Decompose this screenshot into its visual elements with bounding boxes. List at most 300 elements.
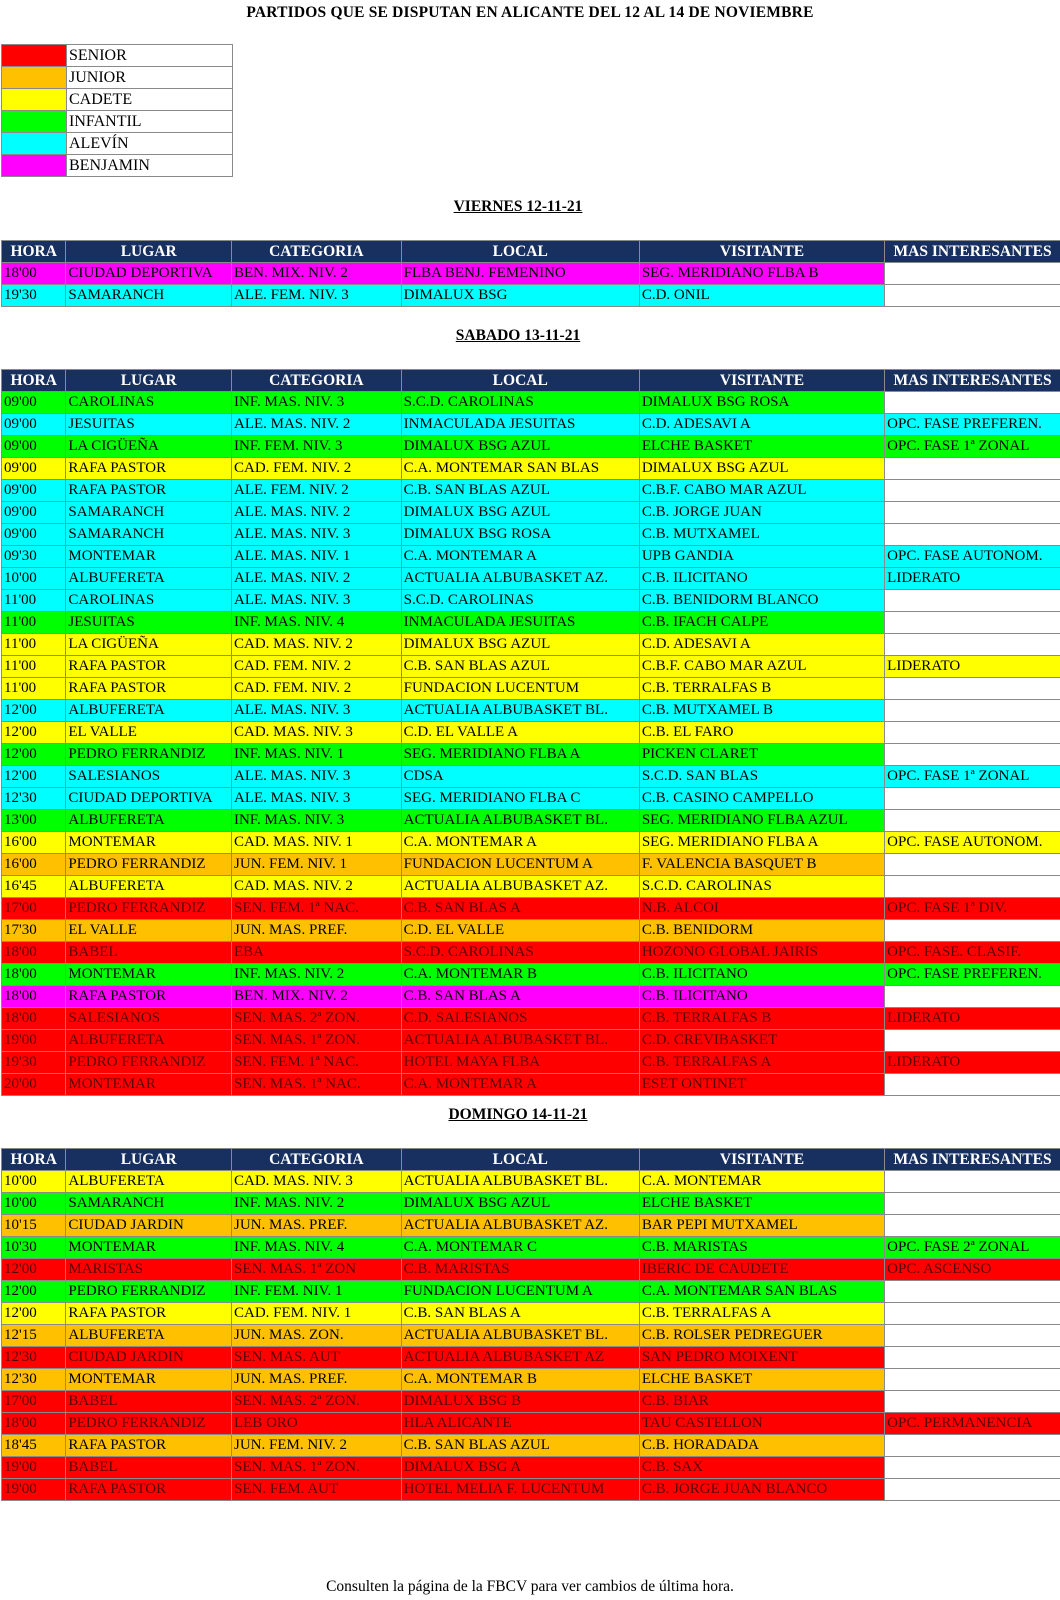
table-row — [2, 436, 1060, 458]
cell-local: FLBA BENJ. FEMENINO — [401, 263, 639, 285]
cell-local: DIMALUX BSG AZUL — [401, 502, 639, 524]
cell-visitante: UPB GANDIA — [639, 546, 884, 568]
table-row — [2, 1413, 1060, 1435]
cell-interes — [885, 1171, 1060, 1193]
cell-visitante: C.B. HORADADA — [639, 1435, 884, 1457]
legend-label: ALEVÍN — [67, 133, 233, 155]
cell-visitante: ELCHE BASKET — [639, 1193, 884, 1215]
cell-hora: 09'00 — [2, 414, 66, 436]
cell-categoria: JUN. MAS. PREF. — [231, 1215, 401, 1237]
cell-hora: 18'00 — [2, 1413, 66, 1435]
cell-lugar: PEDRO FERRANDIZ — [66, 898, 232, 920]
cell-local: C.A. MONTEMAR B — [401, 964, 639, 986]
cell-categoria: CAD. FEM. NIV. 1 — [231, 1303, 401, 1325]
cell-interes: OPC. FASE AUTONOM. — [885, 832, 1060, 854]
cell-hora: 11'00 — [2, 678, 66, 700]
cell-hora: 19'00 — [2, 1457, 66, 1479]
cell-categoria: ALE. MAS. NIV. 3 — [231, 766, 401, 788]
cell-hora: 10'15 — [2, 1215, 66, 1237]
cell-hora: 17'00 — [2, 898, 66, 920]
cell-local: C.A. MONTEMAR B — [401, 1369, 639, 1391]
footer-note: Consulten la página de la FBCV para ver cambios de última hora. — [326, 1578, 734, 1595]
cell-interes — [885, 458, 1060, 480]
cell-visitante: F. VALENCIA BASQUET B — [639, 854, 884, 876]
cell-local: C.B. SAN BLAS AZUL — [401, 480, 639, 502]
cell-visitante: C.B. MARISTAS — [639, 1237, 884, 1259]
cell-interes — [885, 722, 1060, 744]
cell-lugar: RAFA PASTOR — [66, 1479, 232, 1501]
cell-categoria: INF. MAS. NIV. 2 — [231, 964, 401, 986]
legend-swatch — [2, 155, 67, 177]
cell-lugar: MONTEMAR — [66, 832, 232, 854]
cell-interes — [885, 1347, 1060, 1369]
cell-local: DIMALUX BSG — [401, 285, 639, 307]
cell-local: S.C.D. CAROLINAS — [401, 942, 639, 964]
column-header: LUGAR — [66, 370, 232, 392]
cell-visitante: HOZONO GLOBAL JAIRIS — [639, 942, 884, 964]
cell-local: C.D. EL VALLE — [401, 920, 639, 942]
cell-visitante: S.C.D. SAN BLAS — [639, 766, 884, 788]
table-row — [2, 1325, 1060, 1347]
cell-categoria: INF. MAS. NIV. 4 — [231, 1237, 401, 1259]
cell-hora: 19'30 — [2, 1052, 66, 1074]
table-row — [2, 1193, 1060, 1215]
column-header: LUGAR — [66, 241, 232, 263]
cell-local: HLA ALICANTE — [401, 1413, 639, 1435]
cell-lugar: EL VALLE — [66, 920, 232, 942]
cell-interes — [885, 986, 1060, 1008]
cell-hora: 11'00 — [2, 634, 66, 656]
cell-local: SEG. MERIDIANO FLBA C — [401, 788, 639, 810]
cell-lugar: ALBUFERETA — [66, 876, 232, 898]
cell-visitante: ESET ONTINET — [639, 1074, 884, 1096]
cell-interes: LIDERATO — [885, 1052, 1060, 1074]
cell-interes: OPC. FASE 1ª DIV. — [885, 898, 1060, 920]
cell-local: INMACULADA JESUITAS — [401, 414, 639, 436]
cell-local: ACTUALIA ALBUBASKET BL. — [401, 1030, 639, 1052]
cell-visitante: C.B. TERRALFAS A — [639, 1052, 884, 1074]
cell-visitante: C.B. IFACH CALPE — [639, 612, 884, 634]
cell-visitante: C.B. MUTXAMEL B — [639, 700, 884, 722]
cell-local: C.A. MONTEMAR C — [401, 1237, 639, 1259]
cell-local: ACTUALIA ALBUBASKET BL. — [401, 700, 639, 722]
cell-hora: 12'00 — [2, 766, 66, 788]
cell-local: C.B. SAN BLAS A — [401, 898, 639, 920]
cell-categoria: CAD. FEM. NIV. 2 — [231, 656, 401, 678]
cell-lugar: PEDRO FERRANDIZ — [66, 744, 232, 766]
cell-categoria: ALE. MAS. NIV. 3 — [231, 590, 401, 612]
cell-interes — [885, 810, 1060, 832]
cell-interes — [885, 1479, 1060, 1501]
legend-row — [2, 155, 233, 177]
cell-lugar: CAROLINAS — [66, 392, 232, 414]
cell-visitante: IBERIC DE CAUDETE — [639, 1259, 884, 1281]
column-header: HORA — [2, 1149, 66, 1171]
cell-categoria: INF. MAS. NIV. 3 — [231, 810, 401, 832]
cell-local: S.C.D. CAROLINAS — [401, 392, 639, 414]
cell-visitante: C.B. ILICITANO — [639, 568, 884, 590]
table-row — [2, 854, 1060, 876]
cell-visitante: SAN PEDRO MOIXENT — [639, 1347, 884, 1369]
cell-lugar: ALBUFERETA — [66, 1325, 232, 1347]
cell-hora: 09'00 — [2, 502, 66, 524]
cell-interes: OPC. ASCENSO — [885, 1259, 1060, 1281]
category-legend — [1, 44, 233, 177]
cell-hora: 12'00 — [2, 1259, 66, 1281]
cell-categoria: SEN. MAS. 1ª NAC. — [231, 1074, 401, 1096]
cell-lugar: BABEL — [66, 942, 232, 964]
cell-hora: 20'00 — [2, 1074, 66, 1096]
cell-categoria: ALE. MAS. NIV. 2 — [231, 568, 401, 590]
cell-hora: 12'30 — [2, 1347, 66, 1369]
cell-categoria: SEN. MAS. AUT — [231, 1347, 401, 1369]
cell-visitante: BAR PEPI MUTXAMEL — [639, 1215, 884, 1237]
table-row — [2, 480, 1060, 502]
cell-visitante: C.B. SAX — [639, 1457, 884, 1479]
cell-visitante: C.B. BENIDORM BLANCO — [639, 590, 884, 612]
cell-visitante: C.D. ADESAVI A — [639, 634, 884, 656]
cell-hora: 12'00 — [2, 1281, 66, 1303]
cell-hora: 16'00 — [2, 832, 66, 854]
table-row — [2, 392, 1060, 414]
cell-lugar: ALBUFERETA — [66, 1171, 232, 1193]
cell-interes: LIDERATO — [885, 568, 1060, 590]
table-row — [2, 656, 1060, 678]
cell-lugar: ALBUFERETA — [66, 568, 232, 590]
column-header: CATEGORIA — [231, 241, 401, 263]
cell-hora: 11'00 — [2, 590, 66, 612]
cell-local: FUNDACION LUCENTUM — [401, 678, 639, 700]
cell-interes — [885, 1281, 1060, 1303]
cell-interes: OPC. FASE AUTONOM. — [885, 546, 1060, 568]
cell-local: DIMALUX BSG A — [401, 1457, 639, 1479]
cell-interes — [885, 1193, 1060, 1215]
table-row — [2, 1074, 1060, 1096]
cell-visitante: C.B. TERRALFAS B — [639, 678, 884, 700]
cell-hora: 09'00 — [2, 524, 66, 546]
column-header: HORA — [2, 370, 66, 392]
cell-categoria: INF. MAS. NIV. 1 — [231, 744, 401, 766]
cell-lugar: MONTEMAR — [66, 1369, 232, 1391]
cell-lugar: LA CIGÜEÑA — [66, 436, 232, 458]
cell-visitante: PICKEN CLARET — [639, 744, 884, 766]
table-row — [2, 766, 1060, 788]
cell-local: DIMALUX BSG ROSA — [401, 524, 639, 546]
cell-visitante: C.B. ILICITANO — [639, 964, 884, 986]
cell-categoria: BEN. MIX. NIV. 2 — [231, 263, 401, 285]
cell-interes: OPC. FASE 1ª ZONAL — [885, 766, 1060, 788]
cell-visitante: ELCHE BASKET — [639, 1369, 884, 1391]
cell-visitante: C.B. JORGE JUAN BLANCO — [639, 1479, 884, 1501]
cell-visitante: C.B. BIAR — [639, 1391, 884, 1413]
cell-local: FUNDACION LUCENTUM A — [401, 854, 639, 876]
table-row — [2, 1215, 1060, 1237]
legend-label: SENIOR — [67, 45, 233, 67]
cell-interes — [885, 392, 1060, 414]
cell-lugar: RAFA PASTOR — [66, 480, 232, 502]
cell-categoria: SEN. MAS. 2ª ZON. — [231, 1391, 401, 1413]
table-row — [2, 898, 1060, 920]
cell-categoria: ALE. MAS. NIV. 3 — [231, 788, 401, 810]
cell-interes: LIDERATO — [885, 1008, 1060, 1030]
cell-categoria: CAD. MAS. NIV. 3 — [231, 722, 401, 744]
cell-hora: 09'00 — [2, 480, 66, 502]
cell-visitante: SEG. MERIDIANO FLBA A — [639, 832, 884, 854]
cell-lugar: PEDRO FERRANDIZ — [66, 854, 232, 876]
cell-lugar: BABEL — [66, 1391, 232, 1413]
cell-visitante: DIMALUX BSG AZUL — [639, 458, 884, 480]
cell-lugar: LA CIGÜEÑA — [66, 634, 232, 656]
table-row — [2, 1237, 1060, 1259]
cell-interes — [885, 1215, 1060, 1237]
cell-lugar: CIUDAD JARDIN — [66, 1347, 232, 1369]
cell-visitante: C.B. TERRALFAS B — [639, 1008, 884, 1030]
cell-lugar: SAMARANCH — [66, 1193, 232, 1215]
legend-swatch — [2, 45, 67, 67]
cell-hora: 09'00 — [2, 458, 66, 480]
cell-visitante: C.B.F. CABO MAR AZUL — [639, 656, 884, 678]
table-row — [2, 1303, 1060, 1325]
cell-lugar: CAROLINAS — [66, 590, 232, 612]
column-header: MAS INTERESANTES — [885, 1149, 1060, 1171]
cell-local: ACTUALIA ALBUBASKET AZ. — [401, 876, 639, 898]
cell-hora: 09'30 — [2, 546, 66, 568]
cell-lugar: MONTEMAR — [66, 1237, 232, 1259]
cell-lugar: SALESIANOS — [66, 766, 232, 788]
cell-categoria: JUN. MAS. ZON. — [231, 1325, 401, 1347]
cell-interes — [885, 678, 1060, 700]
cell-visitante: C.B. MUTXAMEL — [639, 524, 884, 546]
cell-categoria: ALE. MAS. NIV. 2 — [231, 414, 401, 436]
cell-interes — [885, 480, 1060, 502]
table-row — [2, 1052, 1060, 1074]
table-row — [2, 1281, 1060, 1303]
cell-visitante: C.A. MONTEMAR — [639, 1171, 884, 1193]
cell-local: ACTUALIA ALBUBASKET BL. — [401, 810, 639, 832]
cell-local: C.B. MARISTAS — [401, 1259, 639, 1281]
cell-hora: 10'30 — [2, 1237, 66, 1259]
cell-hora: 16'00 — [2, 854, 66, 876]
cell-interes: OPC. FASE PREFEREN. — [885, 414, 1060, 436]
legend-row — [2, 67, 233, 89]
cell-lugar: RAFA PASTOR — [66, 1303, 232, 1325]
cell-local: DIMALUX BSG AZUL — [401, 1193, 639, 1215]
column-header: LOCAL — [401, 1149, 639, 1171]
cell-lugar: MONTEMAR — [66, 1074, 232, 1096]
cell-local: S.C.D. CAROLINAS — [401, 590, 639, 612]
cell-hora: 09'00 — [2, 436, 66, 458]
cell-categoria: INF. MAS. NIV. 4 — [231, 612, 401, 634]
table-row — [2, 1171, 1060, 1193]
cell-local: C.D. SALESIANOS — [401, 1008, 639, 1030]
table-row — [2, 1008, 1060, 1030]
legend-swatch — [2, 133, 67, 155]
table-row — [2, 1435, 1060, 1457]
column-header: VISITANTE — [639, 241, 884, 263]
legend-swatch — [2, 67, 67, 89]
cell-hora: 17'00 — [2, 1391, 66, 1413]
schedule-table — [1, 1148, 1060, 1501]
table-row — [2, 1457, 1060, 1479]
cell-hora: 16'45 — [2, 876, 66, 898]
cell-hora: 12'00 — [2, 744, 66, 766]
cell-visitante: C.B. CASINO CAMPELLO — [639, 788, 884, 810]
cell-visitante: ELCHE BASKET — [639, 436, 884, 458]
cell-interes — [885, 1391, 1060, 1413]
cell-visitante: N.B. ALCOI — [639, 898, 884, 920]
cell-local: C.A. MONTEMAR A — [401, 832, 639, 854]
legend-row — [2, 133, 233, 155]
cell-hora: 19'00 — [2, 1479, 66, 1501]
cell-lugar: RAFA PASTOR — [66, 678, 232, 700]
cell-visitante: S.C.D. CAROLINAS — [639, 876, 884, 898]
cell-hora: 12'00 — [2, 722, 66, 744]
cell-categoria: CAD. MAS. NIV. 2 — [231, 634, 401, 656]
cell-interes — [885, 920, 1060, 942]
cell-hora: 10'00 — [2, 1171, 66, 1193]
cell-interes — [885, 700, 1060, 722]
cell-visitante: C.B. JORGE JUAN — [639, 502, 884, 524]
cell-categoria: JUN. MAS. PREF. — [231, 920, 401, 942]
cell-local: ACTUALIA ALBUBASKET AZ — [401, 1347, 639, 1369]
cell-hora: 11'00 — [2, 656, 66, 678]
table-row — [2, 920, 1060, 942]
cell-local: SEG. MERIDIANO FLBA A — [401, 744, 639, 766]
schedule-table — [1, 240, 1060, 307]
cell-lugar: RAFA PASTOR — [66, 458, 232, 480]
cell-hora: 18'00 — [2, 1008, 66, 1030]
table-row — [2, 568, 1060, 590]
cell-categoria: INF. FEM. NIV. 3 — [231, 436, 401, 458]
column-header: LOCAL — [401, 241, 639, 263]
cell-categoria: CAD. MAS. NIV. 3 — [231, 1171, 401, 1193]
cell-hora: 10'00 — [2, 568, 66, 590]
cell-categoria: SEN. MAS. 1ª ZON. — [231, 1457, 401, 1479]
table-row — [2, 810, 1060, 832]
cell-visitante: C.B. EL FARO — [639, 722, 884, 744]
table-row — [2, 285, 1060, 307]
cell-lugar: CIUDAD DEPORTIVA — [66, 263, 232, 285]
cell-visitante: C.D. ADESAVI A — [639, 414, 884, 436]
cell-lugar: BABEL — [66, 1457, 232, 1479]
cell-local: ACTUALIA ALBUBASKET BL. — [401, 1171, 639, 1193]
cell-interes — [885, 1074, 1060, 1096]
table-row — [2, 612, 1060, 634]
legend-row — [2, 111, 233, 133]
cell-categoria: CAD. FEM. NIV. 2 — [231, 678, 401, 700]
table-row — [2, 590, 1060, 612]
cell-lugar: ALBUFERETA — [66, 810, 232, 832]
cell-interes: OPC. FASE 1ª ZONAL — [885, 436, 1060, 458]
cell-interes — [885, 876, 1060, 898]
cell-local: C.B. SAN BLAS AZUL — [401, 656, 639, 678]
cell-categoria: ALE. FEM. NIV. 2 — [231, 480, 401, 502]
table-row — [2, 1347, 1060, 1369]
cell-interes — [885, 634, 1060, 656]
cell-interes — [885, 744, 1060, 766]
cell-local: C.B. SAN BLAS AZUL — [401, 1435, 639, 1457]
cell-interes — [885, 788, 1060, 810]
page-title: PARTIDOS QUE SE DISPUTAN EN ALICANTE DEL 12 AL 14 DE NOVIEMBRE — [246, 4, 814, 21]
cell-categoria: ALE. MAS. NIV. 3 — [231, 524, 401, 546]
cell-hora: 10'00 — [2, 1193, 66, 1215]
cell-categoria: LEB ORO — [231, 1413, 401, 1435]
table-row — [2, 700, 1060, 722]
cell-interes — [885, 1435, 1060, 1457]
cell-interes — [885, 854, 1060, 876]
cell-local: DIMALUX BSG AZUL — [401, 436, 639, 458]
cell-interes: OPC. PERMANENCIA — [885, 1413, 1060, 1435]
cell-hora: 18'00 — [2, 964, 66, 986]
cell-visitante: DIMALUX BSG ROSA — [639, 392, 884, 414]
cell-categoria: SEN. FEM. AUT — [231, 1479, 401, 1501]
cell-local: ACTUALIA ALBUBASKET AZ. — [401, 568, 639, 590]
cell-hora: 12'00 — [2, 1303, 66, 1325]
cell-lugar: RAFA PASTOR — [66, 986, 232, 1008]
column-header: LUGAR — [66, 1149, 232, 1171]
legend-label: BENJAMIN — [67, 155, 233, 177]
cell-lugar: ALBUFERETA — [66, 1030, 232, 1052]
cell-lugar: MARISTAS — [66, 1259, 232, 1281]
cell-interes: OPC. FASE 2ª ZONAL — [885, 1237, 1060, 1259]
cell-visitante: TAU CASTELLON — [639, 1413, 884, 1435]
cell-lugar: MONTEMAR — [66, 546, 232, 568]
cell-categoria: CAD. MAS. NIV. 1 — [231, 832, 401, 854]
table-row — [2, 1391, 1060, 1413]
cell-lugar: SAMARANCH — [66, 502, 232, 524]
cell-interes — [885, 524, 1060, 546]
cell-local: C.A. MONTEMAR SAN BLAS — [401, 458, 639, 480]
cell-local: C.A. MONTEMAR A — [401, 1074, 639, 1096]
cell-lugar: ALBUFERETA — [66, 700, 232, 722]
cell-categoria: ALE. MAS. NIV. 2 — [231, 502, 401, 524]
cell-lugar: MONTEMAR — [66, 964, 232, 986]
cell-categoria: SEN. FEM. 1ª NAC. — [231, 1052, 401, 1074]
cell-lugar: SAMARANCH — [66, 285, 232, 307]
cell-categoria: SEN. MAS. 2ª ZON. — [231, 1008, 401, 1030]
cell-categoria: SEN. FEM. 1ª NAC. — [231, 898, 401, 920]
cell-local: FUNDACION LUCENTUM A — [401, 1281, 639, 1303]
schedule-table — [1, 369, 1060, 1096]
cell-lugar: EL VALLE — [66, 722, 232, 744]
day-heading: SABADO 13-11-21 — [455, 327, 581, 344]
table-row — [2, 414, 1060, 436]
cell-categoria: JUN. FEM. NIV. 1 — [231, 854, 401, 876]
cell-interes — [885, 1303, 1060, 1325]
table-row — [2, 1030, 1060, 1052]
table-row — [2, 788, 1060, 810]
cell-visitante: C.A. MONTEMAR SAN BLAS — [639, 1281, 884, 1303]
cell-hora: 18'00 — [2, 263, 66, 285]
column-header: LOCAL — [401, 370, 639, 392]
cell-interes: OPC. FASE. CLASIF. — [885, 942, 1060, 964]
column-header: VISITANTE — [639, 370, 884, 392]
table-row — [2, 1369, 1060, 1391]
cell-local: HOTEL MAYA FLBA — [401, 1052, 639, 1074]
legend-swatch — [2, 111, 67, 133]
cell-local: HOTEL MELIA F. LUCENTUM — [401, 1479, 639, 1501]
table-row — [2, 942, 1060, 964]
cell-interes — [885, 590, 1060, 612]
cell-lugar: RAFA PASTOR — [66, 656, 232, 678]
cell-interes — [885, 263, 1060, 285]
cell-hora: 09'00 — [2, 392, 66, 414]
column-header: CATEGORIA — [231, 1149, 401, 1171]
cell-hora: 19'30 — [2, 285, 66, 307]
table-row — [2, 964, 1060, 986]
cell-local: C.A. MONTEMAR A — [401, 546, 639, 568]
cell-local: C.D. EL VALLE A — [401, 722, 639, 744]
